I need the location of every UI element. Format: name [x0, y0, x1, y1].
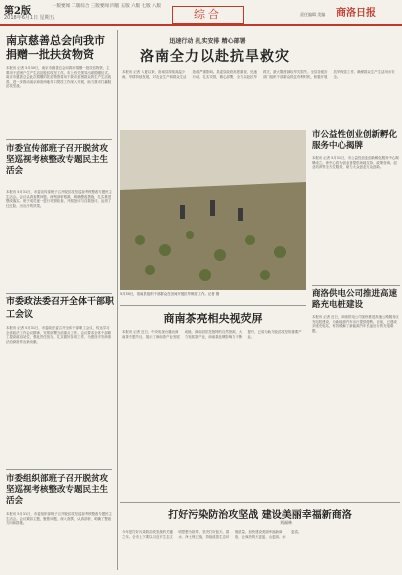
section-nav[interactable]: 一版要闻 二版综合 三版要闻 四版 五版 六版 七版 八版 — [52, 4, 162, 9]
left-article-1: 本报讯 记者 5月30日，南京市慈善总会向我市捐赠一批扶贫物资，主要用于贫困户生产生活及脱贫攻坚工作。市上有关领导出席捐赠仪式。南京市慈善总会此次捐赠的扶贫物资将用于我市贫困群众的生产生活改善，进一步推动南京商洛两地对口帮扶工作深入开展，助力我市打赢脱贫攻坚战。 — [6, 66, 112, 89]
divider — [6, 469, 112, 470]
left-headline-3[interactable]: 市委政法委召开全体干部职工会议 — [6, 297, 115, 320]
divider — [6, 293, 112, 294]
bottom-byline: 刘福林 — [280, 520, 292, 525]
lead-headline[interactable]: 洛南全力以赴抗旱救灾 — [140, 49, 290, 65]
left-article-3: 本报讯 记者 5月31日，市委政法委召开全体干部职工会议，传达学习全省政法工作会议精神，安排部署当前重点工作。会议要求全体干部职工提高政治站位，强化责任担当，扎实做好各项工作，为建设平安商洛法治商洛作出新贡献。 — [6, 326, 112, 344]
left-article-4: 本报讯 5月31日，市委组织部班子召开脱贫攻坚巡视考核整改专题民主生活会。会议紧扣主题，聚焦问题，深入查摆，认真剖析，明确了整改方向和措施。 — [6, 512, 112, 526]
left-headline-4[interactable]: 市委组织部班子召开脱贫攻坚巡视考核整改专题民主生活会 — [6, 474, 109, 506]
sub-article: 本报讯 记者 近日，中央电视台播出商南茶专题节目，展示了商南茶产业发展成就。商南县依托独特的自然资源，大力发展茶产业，商南茶品牌影响力不断提升，已成为助力脱贫攻坚的重要产业。 — [122, 330, 302, 339]
left-headline-2[interactable]: 市委宣传部班子召开脱贫攻坚巡视考核整改专题民主生活会 — [6, 144, 109, 176]
left-headline-1[interactable]: 南京慈善总会向我市捐赠一批扶贫物资 — [6, 34, 105, 61]
lead-article: 本报讯 记者 入夏以来，洛南县持续高温少雨，旱情持续发展，对农业生产和群众生活造成严重影响。县委县政府高度重视，迅速行动，扎实安排，精心部署，全力以赴抗旱救灾，最大限度减轻旱灾损失。全县各级各部门组织干部群众抓住有利时机，积极开展抗旱保苗工作，确保群众生产生活用水安全。 — [122, 70, 395, 79]
paper-meta: 责任编辑 美编 — [300, 12, 326, 17]
column-rule — [117, 30, 118, 570]
divider — [312, 285, 400, 286]
section-label: 综合 — [172, 6, 244, 24]
right-headline-2[interactable]: 商洛供电公司推进高速路充电桩建设 — [312, 289, 398, 310]
right-headline-1[interactable]: 市公益性创业创新孵化服务中心揭牌 — [312, 130, 398, 151]
page-number: 第2版 — [4, 6, 31, 17]
divider — [120, 502, 400, 503]
bottom-article: 今年是打好污染防治攻坚战的关键之年。全市上下要以习近平生态文明思想为指导，坚决打好蓝天、碧水、净土保卫战，持续改善生态环境质量，加快建设美丽幸福新商洛，让商洛的天更蓝、山更绿、水更清。 — [122, 530, 302, 539]
left-article-2: 本报讯 5月31日，市委宣传部班子召开脱贫攻坚巡视考核整改专题民主生活会。会议认真查摆问题，深刻剖析根源，明确整改措施，扎实推进整改落实。班子成员逐一进行对照检查，开展批评与自我批评，达到了红红脸、出出汗的效果。 — [6, 190, 112, 208]
paper-name: 商洛日报 — [336, 8, 376, 19]
lead-kicker: 迅速行动 扎实安排 精心部署 — [169, 38, 246, 45]
sub-headline[interactable]: 商南茶亮相央视荧屏 — [163, 312, 263, 325]
divider — [120, 305, 306, 306]
right-article-2: 本报讯 记者 近日，商洛供电公司加快推进高速公路服务区充电桩建设，为新能源汽车出行提供便利。目前，已建成多座充电站，有效缓解了新能源汽车长途出行的充电难题。 — [312, 315, 399, 333]
lead-photo — [120, 130, 306, 290]
date-line: 2018年6月1日 星期五 — [4, 15, 55, 21]
divider — [6, 139, 112, 140]
bottom-headline[interactable]: 打好污染防治攻坚战 建设美丽幸福新商洛 — [168, 510, 352, 521]
right-article-1: 本报讯 记者 5月31日，市公益性创业创新孵化服务中心揭牌成立。该中心将为创业者提供场地支持、政策咨询、创业培训等全方位服务，助力大众创业万众创新。 — [312, 156, 399, 170]
field-photo-graphic — [120, 130, 306, 290]
photo-caption: 5月30日，洛南县组织干部群众在田间开展抗旱保苗工作。记者 摄 — [120, 292, 220, 296]
